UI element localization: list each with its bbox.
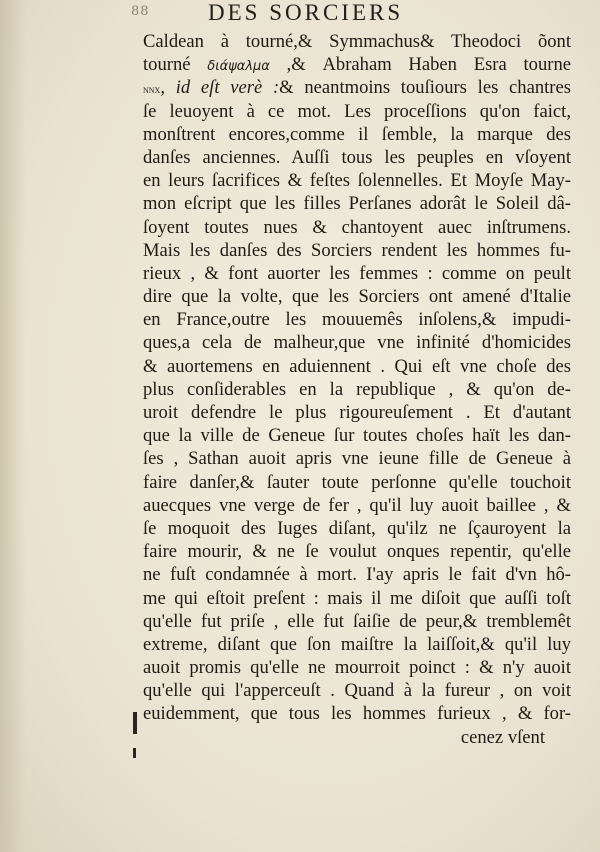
running-head: DES SORCIERS xyxy=(208,0,404,25)
text-line: auoit promis qu'elle ne mourroit poinct : & n'y auoit xyxy=(143,657,571,679)
margin-ink-mark xyxy=(133,712,137,734)
text-line: ſoyent toutes nues & chantoyent auec inſtrumens. xyxy=(143,216,571,238)
text-line: euidemment, que tous les hommes furieux , & for- xyxy=(143,703,571,725)
body-text xyxy=(143,30,571,749)
binding-gutter xyxy=(0,0,26,852)
text-line: faire mourir, & ne ſe voulut onques repentir, qu'elle xyxy=(143,541,571,563)
text-line: monſtrent encores,comme il ſemble, la marque des xyxy=(143,123,571,145)
text-line: rieux , & font auorter les femmes : comme on peult xyxy=(143,262,571,284)
text-line: ſe moquoit des Iuges diſant, qu'ilz ne ſçauroyent la xyxy=(143,517,571,539)
text-line: Mais les danſes des Sorciers rendent les hommes fu- xyxy=(143,239,571,261)
text-line: me qui eſtoit preſent : mais il me diſoit que auſſi toſt xyxy=(143,587,571,609)
text-line: qu'elle qui l'apperceuſt . Quand à la fureur , on voit xyxy=(143,680,571,702)
margin-ink-mark xyxy=(133,748,136,758)
text-line: danſes anciennes. Auſſi tous les peuples en vſoyent xyxy=(143,146,571,168)
text-line: dire que la volte, que les Sorciers ont amené d'Italie xyxy=(143,286,571,308)
text-line: auecques vne verge de fer , qu'il luy auoit baillee , & xyxy=(143,494,571,516)
greek-word: διάψαλμα xyxy=(207,59,270,75)
text-line: faire danſer,& ſauter toute perſonne qu'elle touchoit xyxy=(143,471,571,493)
text-line: ſe leuoyent à ce mot. Les proceſſions qu'on faict, xyxy=(143,100,571,122)
text-line: Caldean à tourné,& Symmachus& Theodoci õont xyxy=(143,31,571,52)
text-line: ques,a cela de malheur,que vne infinité d'homicides xyxy=(143,332,571,354)
text-line: en leurs ſacrifices & feſtes ſolennelles. Et Moyſe May- xyxy=(143,170,571,192)
text-line: nnx, id eſt verè :& neantmoins touſiours les chantres xyxy=(143,77,571,99)
text-line: tourné διάψαλμα ,& Abraham Haben Esra tourne xyxy=(143,54,571,76)
text-line: ſes , Sathan auoit apris vne ieune fille de Geneue à xyxy=(143,448,571,470)
text-line: plus conſiderables en la republique , & qu'on de- xyxy=(143,378,571,400)
page-number: 88 xyxy=(131,4,150,19)
italic-phrase: , id eſt verè : xyxy=(160,77,280,99)
hebrew-word: nnx xyxy=(143,84,161,97)
text-line: en France,outre les mouuemês inſolens,& impudi- xyxy=(143,309,571,331)
text-line: ne fuſt condamnée à mort. I'ay apris le fait d'vn hô- xyxy=(143,564,571,586)
text-line: mon eſcript que les filles Perſanes adorât le Soleil dâ- xyxy=(143,193,571,215)
text-line: extreme, diſant que ſon maiſtre la laiſſoit,& qu'il luy xyxy=(143,633,571,655)
text-line: qu'elle fut priſe , elle fut ſaiſie de peur,& tremblemêt xyxy=(143,610,571,632)
text-line: & auortemens en aduiennent . Qui eſt vne choſe des xyxy=(143,355,571,377)
text-line: que la ville de Geneue ſur toutes choſes haït les dan- xyxy=(143,425,571,447)
catchword: cenez vſent xyxy=(460,726,545,748)
text-line: uroit defendre le plus rigoureuſement . Et d'autant xyxy=(143,402,571,423)
